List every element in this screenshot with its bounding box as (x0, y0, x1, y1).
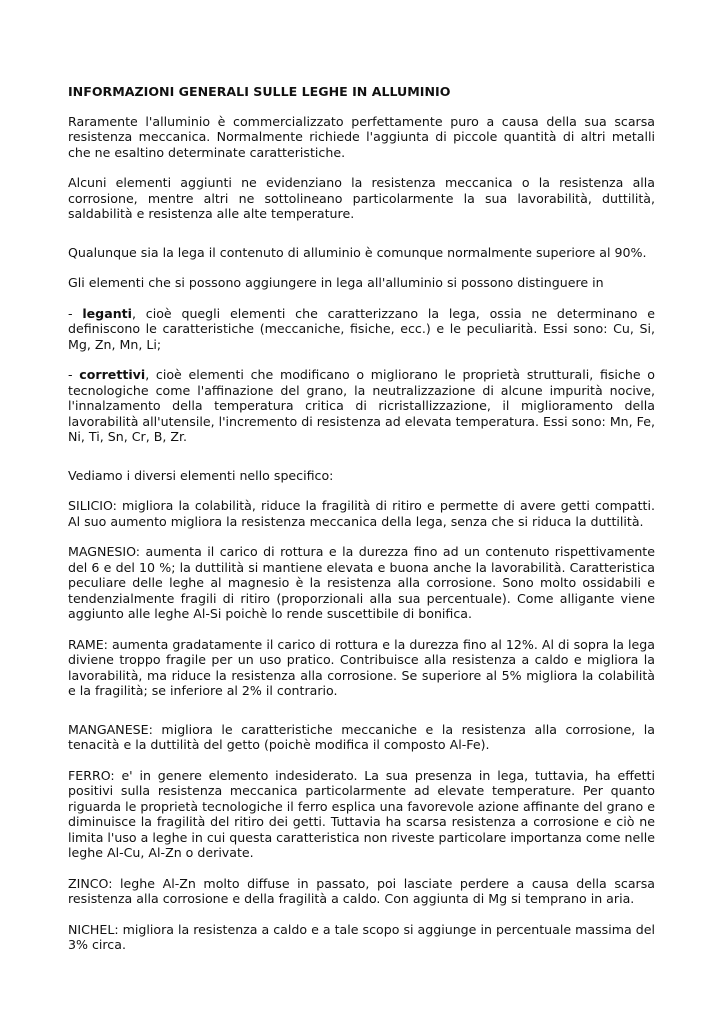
category-text: , cioè quegli elementi che caratterizzano la lega, ossia ne determinano e definiscono le caratteristiche (meccaniche, fisiche, ecc.) e le peculiarità. Essi sono: Cu, Si, Mg, Zn, Mn, Li; (68, 305, 655, 352)
element-nichel: NICHEL: migliora la resistenza a caldo e a tale scopo si aggiunge in percentuale massima del 3% circa. (68, 921, 655, 952)
lead-paragraph: Vediamo i diversi elementi nello specifico: (68, 467, 334, 483)
category-leganti (68, 306, 655, 353)
category-text: , cioè elementi che modificano o migliorano le proprietà strutturali, fisiche o tecnologiche come l'affinazione del grano, la neutralizzazione di alcune impurità nocive, l'innalzamento della temperatura critica di ricristallizzazione, il miglioramento della lavorabilità all'utensile, l'incremento di resistenza ad elevata temperatura. Essi sono: Mn, Fe, Ni, Ti, Sn, Cr, B, Zr. (68, 367, 655, 444)
element-ferro: FERRO: e' in genere elemento indesiderato. La sua presenza in lega, tuttavia, ha effetti positivi sulla resistenza meccanica particolarmente ad elevate temperature. Per quanto riguarda le proprietà tecnologiche il ferro esplica una favorevole azione affinante del grano e diminuisce la fragilità del ritiro dei getti. Tuttavia ha scarsa resistenza a corrosione e ciò ne limita l'uso a leghe in cui questa caratteristica non riveste particolare importanza come nelle leghe Al-Cu, Al-Zn o derivate. (68, 767, 656, 860)
element-magnesio: MAGNESIO: aumenta il carico di rottura e la durezza fino ad un contenuto rispettivamente del 6 e del 10 %; la duttilità si mantiene elevata e buona anche la lavorabilità. Caratteristica peculiare delle leghe al magnesio è la resistenza alla corrosione. Sono molto ossidabili e tendenzialmente fragili di ritiro (proporzionali alla sua percentuale). Come alligante viene aggiunto alle leghe Al-Si poichè lo rende suscettibile di bonifica. (68, 544, 655, 621)
element-rame: RAME: aumenta gradatamente il carico di rottura e la durezza fino al 12%. Al di sopra la lega diviene troppo fragile per un uso pratico. Contribuisce alla resistenza a caldo e migliora la lavorabilità, ma riduce la resistenza alla corrosione. Se superiore al 5% migliora la colabilità e la fragilità; se inferiore al 2% il contrario. (68, 636, 655, 698)
element-manganese: MANGANESE: migliora le caratteristiche meccaniche e la resistenza alla corrosione, la tenacità e la duttilità del getto (poichè modifica il composto Al-Fe). (68, 721, 655, 752)
document-page (68, 84, 655, 968)
category-term: correttivi (79, 367, 146, 382)
intro-paragraph: Raramente l'alluminio è commercializzato perfettamente puro a causa della sua scarsa resistenza meccanica. Normalmente richiede l'aggiunta di piccole quantità di altri metalli che ne esaltino determinate caratteristiche. (68, 113, 655, 160)
element-silicio: SILICIO: migliora la colabilità, riduce la fragilità di ritiro e permette di avere getti compatti. Al suo aumento migliora la resistenza meccanica della lega, senza che si riduca la duttilità. (68, 498, 655, 529)
category-correttivi (68, 367, 655, 445)
category-term: leganti (82, 305, 133, 321)
element-zinco: ZINCO: leghe Al-Zn molto diffuse in passato, poi lasciate perdere a causa della scarsa resistenza alla corrosione e della fragilità a caldo. Con aggiunta di Mg si temprano in aria. (68, 875, 655, 906)
intro-paragraph: Gli elementi che si possono aggiungere in lega all'alluminio si possono distinguere in (68, 275, 604, 290)
category-prefix: - (68, 367, 80, 382)
document-title: INFORMAZIONI GENERALI SULLE LEGHE IN ALLUMINIO (68, 84, 451, 99)
intro-paragraph: Qualunque sia la lega il contenuto di alluminio è comunque normalmente superiore al 90%. (68, 244, 647, 260)
category-prefix: - (68, 305, 83, 321)
intro-paragraph: Alcuni elementi aggiunti ne evidenziano la resistenza meccanica o la resistenza alla corrosione, mentre altri ne sottolineano particolarmente la sua lavorabilità, duttilità, saldabilità e resistenza alle alte temperature. (68, 175, 655, 221)
